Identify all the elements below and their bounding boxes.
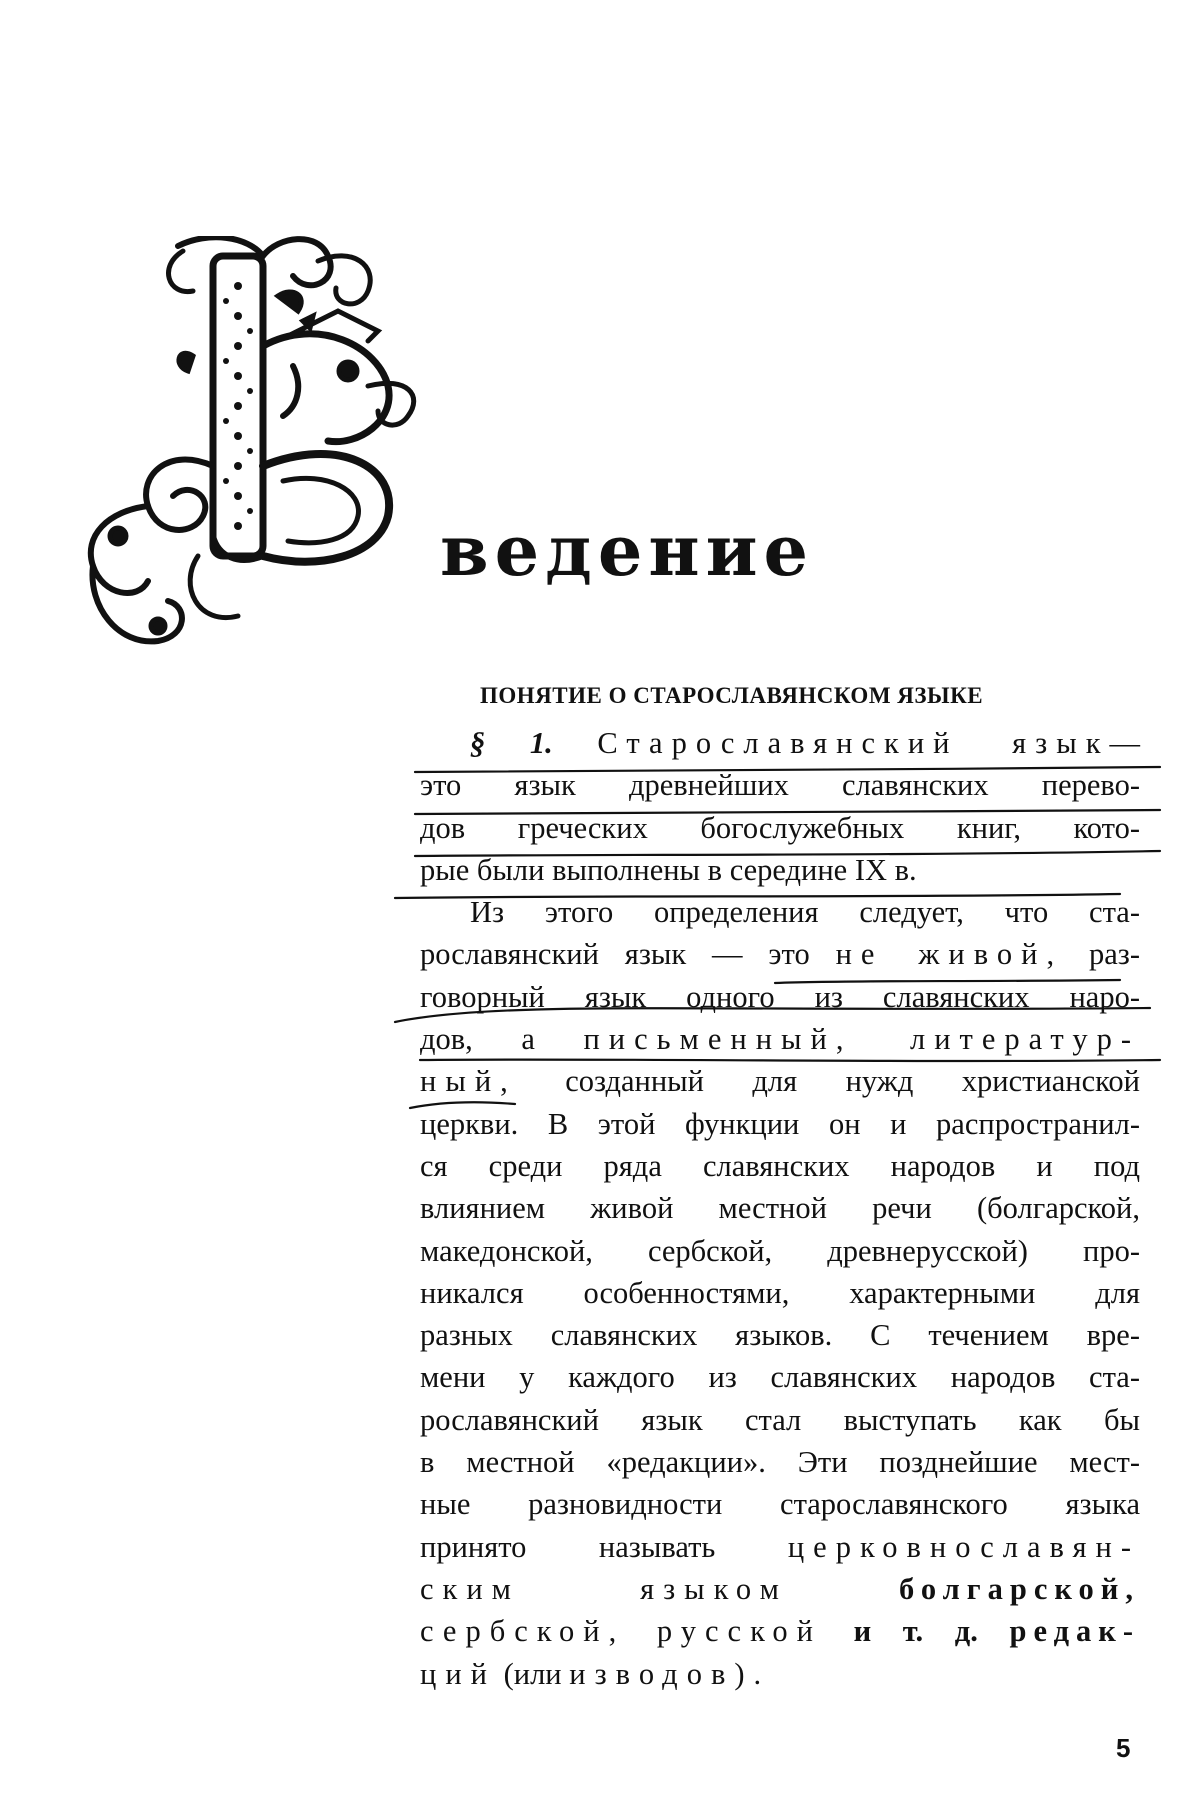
text-line: разных славянских языков. С течением вре- [420, 1318, 1140, 1353]
text-line: ся среди ряда славянских народов и под [420, 1148, 1140, 1183]
text-line: ским языком болгарской, [420, 1571, 1140, 1606]
text-line: дов греческих богослужебных книг, кото- [420, 810, 1140, 845]
text-line: говорный язык одного из славянских наро- [420, 979, 1140, 1014]
text-line: церкви. В этой функции он и распространил- [420, 1106, 1140, 1141]
text-line: Из этого определения следует, что ста- [470, 895, 1140, 930]
text-line: рославянский язык — это не живой, раз- [420, 937, 1141, 972]
text-line: это язык древнейших славянских перево- [420, 768, 1140, 803]
text-line: никался особенностями, характерными для [420, 1275, 1140, 1310]
chapter-heading: ведение [440, 509, 815, 592]
text-line: ный, созданный для нужд христианской [420, 1064, 1141, 1099]
text-line: ций (или изводов). [420, 1656, 771, 1691]
text-line: влиянием живой местной речи (болгарской, [420, 1191, 1140, 1226]
text-line: § 1. Старославянский язык— [470, 726, 1141, 760]
text-line: принято называть церковнославян- [420, 1529, 1141, 1564]
text-line: в местной «редакции». Эти позднейшие мест- [420, 1445, 1140, 1480]
section-title: ПОНЯТИЕ О СТАРОСЛАВЯНСКОМ ЯЗЫКЕ [480, 683, 984, 708]
text-line: македонской, сербской, древнерусской) про- [420, 1233, 1140, 1268]
text-line: мени у каждого из славянских народов ста- [420, 1360, 1140, 1395]
text-line: ные разновидности старославянского языка [420, 1487, 1140, 1522]
page-number: 5 [1116, 1733, 1131, 1763]
defined-term: Старославянский язык [597, 726, 1110, 760]
text-line: сербской, русской и т. д. редак- [420, 1614, 1140, 1649]
text-line: дов, а письменный, литератур- [420, 1022, 1140, 1057]
text-line: рые были выполнены в середине IX в. [420, 852, 917, 887]
paragraph-marker: § 1. [470, 726, 553, 760]
text-line: рославянский язык стал выступать как бы [420, 1402, 1140, 1437]
